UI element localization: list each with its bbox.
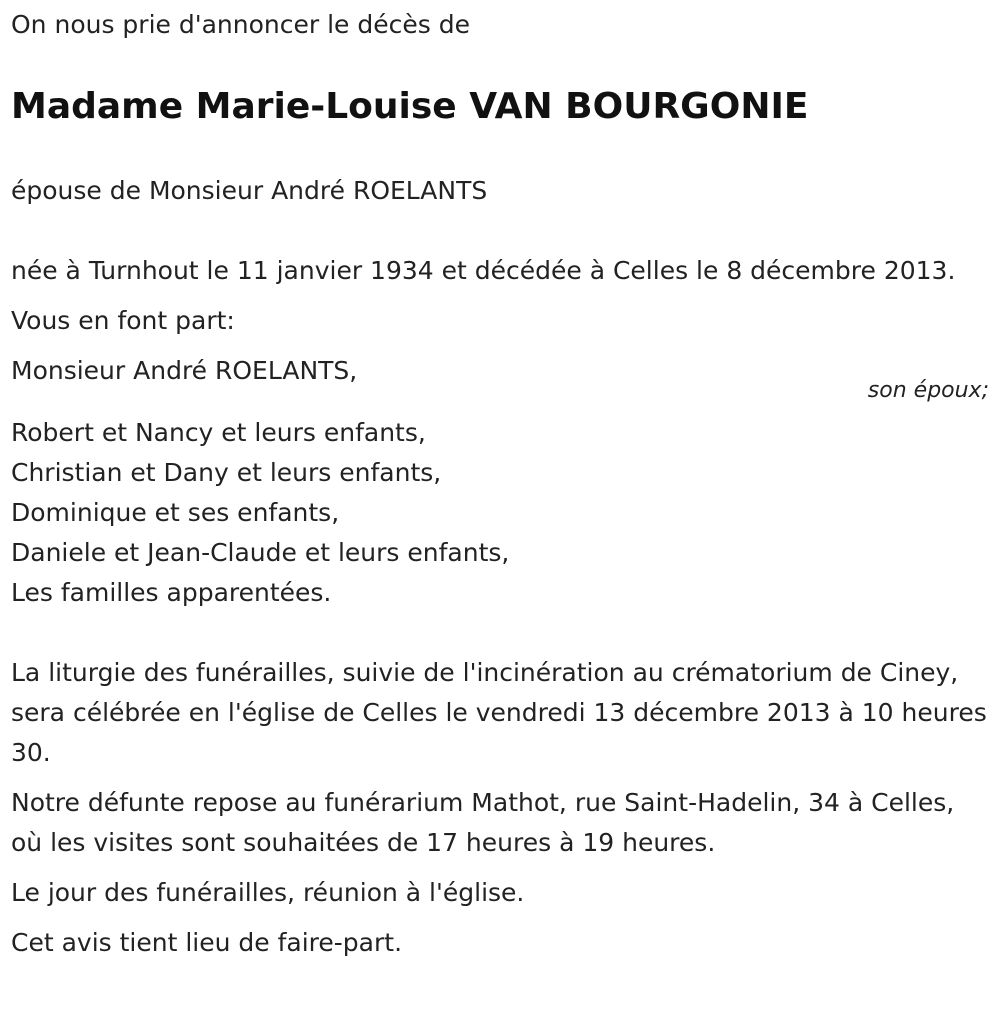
family-member: Dominique et ses enfants, (11, 498, 340, 527)
family-member: Robert et Nancy et leurs enfants, (11, 418, 426, 447)
spouse-entry (11, 351, 989, 413)
intro-text: On nous prie d'annoncer le décès de (11, 10, 470, 39)
announce-heading: Vous en font part: (11, 306, 235, 335)
spouse-role: son époux; (867, 378, 989, 403)
family-member: Les familles apparentées. (11, 578, 332, 607)
birth-death-dates: née à Turnhout le 11 janvier 1934 et décédée à Celles le 8 décembre 2013. (11, 256, 956, 285)
liturgy-text: La liturgie des funérailles, suivie de l'incinération au crématorium de Ciney, sera célébrée en l'église de Celles le vendredi 13 décembre 2013 à 10 heures 30. (11, 658, 987, 767)
spouse-text: épouse de Monsieur André ROELANTS (11, 176, 488, 205)
rest-place-text: Notre défunte repose au funérarium Mathot, rue Saint-Hadelin, 34 à Celles, où les visites sont souhaitées de 17 heures à 19 heures. (11, 788, 955, 857)
obituary-notice (11, 5, 989, 963)
family-member: Christian et Dany et leurs enfants, (11, 458, 442, 487)
family-list (11, 413, 989, 613)
deceased-name: Madame Marie-Louise VAN BOURGONIE (11, 86, 809, 127)
spouse-name: Monsieur André ROELANTS, (11, 356, 358, 385)
meeting-text: Le jour des funérailles, réunion à l'église. (11, 878, 525, 907)
closing-text: Cet avis tient lieu de faire-part. (11, 928, 403, 957)
family-member: Daniele et Jean-Claude et leurs enfants, (11, 538, 510, 567)
